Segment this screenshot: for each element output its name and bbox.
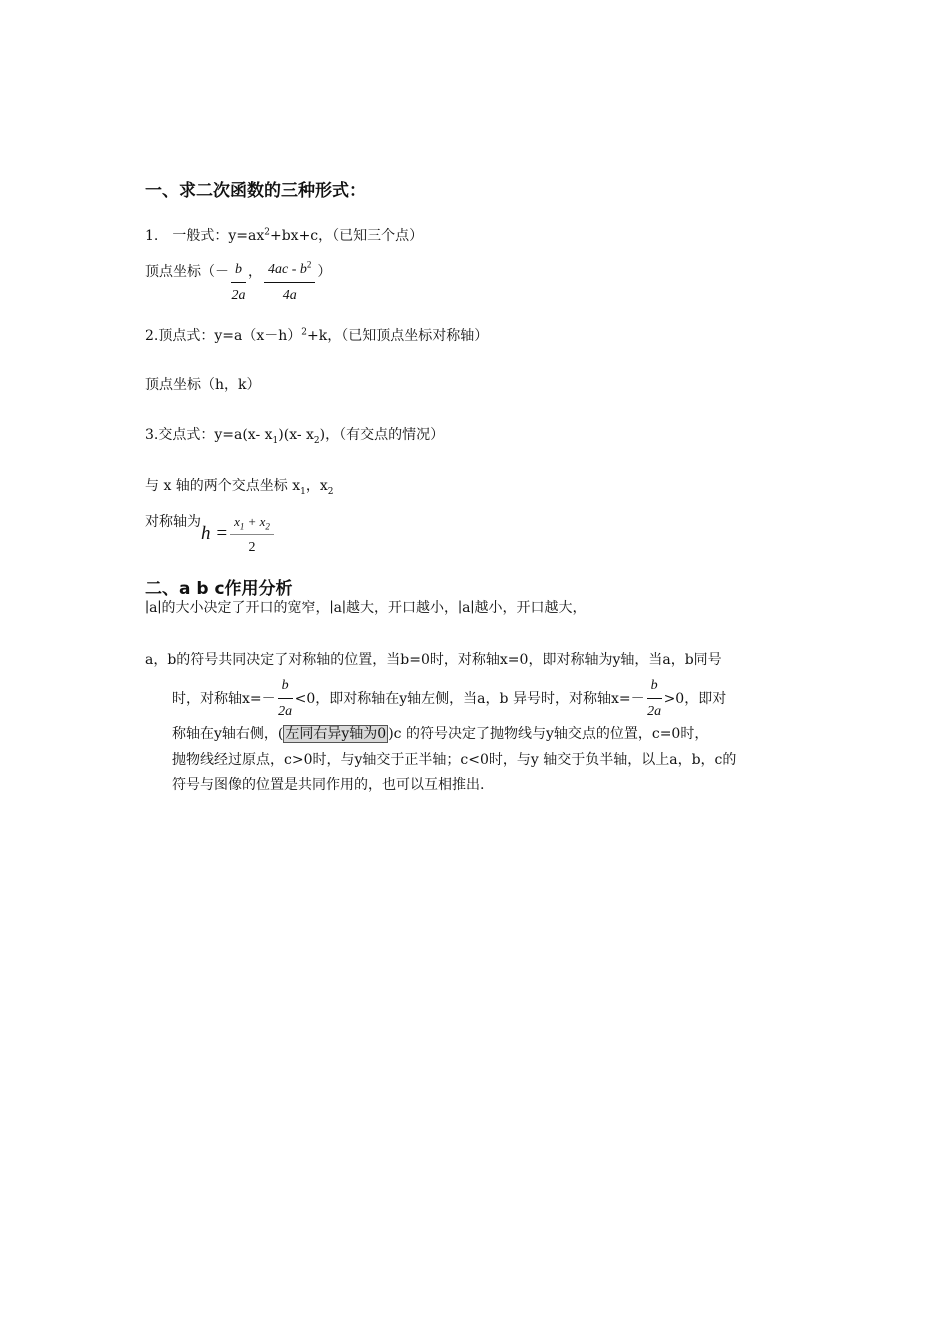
subscript-1: 1 <box>300 486 306 497</box>
vertex-form-line <box>145 326 488 346</box>
fraction-numerator <box>264 260 315 283</box>
intercept-form-text: 3.交点式：y=a(x- x <box>145 427 273 443</box>
subscript-2: 2 <box>313 435 320 446</box>
para-text: <0，即对称轴在y轴左侧，当a，b 异号时，对称轴x=－ <box>294 691 645 707</box>
axis-lhs: h = <box>201 523 229 544</box>
fraction-denominator: 4a <box>282 288 297 303</box>
para-line-2 <box>172 676 726 722</box>
fraction-b-over-2a <box>278 676 293 722</box>
fraction-numerator: b <box>278 676 293 699</box>
general-form-line <box>145 226 423 246</box>
subscript-2: 2 <box>265 521 270 532</box>
highlighted-phrase: 左同右异y轴为0 <box>285 726 387 742</box>
para-text: )c 的符号决定了抛物线与y轴交点的位置，c=0时， <box>388 726 709 742</box>
fraction-x1-plus-x2-over-2 <box>230 512 274 558</box>
intercept-form-line <box>145 425 444 445</box>
fraction-4ac-b2-over-4a <box>264 260 315 306</box>
subscript-1: 1 <box>272 435 279 446</box>
intersection-text: ，x <box>305 478 328 494</box>
fraction-denominator: 2a <box>647 704 662 719</box>
vertex-comma: ， <box>248 264 262 280</box>
para-line-4: 抛物线经过原点，c>0时，与y轴交于正半轴；c<0时，与y 轴交于负半轴，以上a，b，c的 <box>172 752 737 768</box>
intercept-form-text: )，（有交点的情况） <box>319 427 445 443</box>
para-line-3 <box>172 724 708 744</box>
vertex-form-suffix: +k，（已知顶点坐标对称轴） <box>307 328 489 344</box>
fraction-b-over-2a <box>231 260 246 306</box>
section2-heading: 二、a b c作用分析 <box>145 579 293 599</box>
vertex-label: 顶点坐标（－ <box>145 264 229 280</box>
vertex-form-sup: 2 <box>301 327 307 338</box>
para-line-1: a，b的符号共同决定了对称轴的位置，当b=0时，对称轴x=0，即对称轴为y轴，当a，b同号 <box>145 652 722 668</box>
fraction-b-over-2a <box>647 676 662 722</box>
numerator-text: 4ac - b <box>268 262 307 277</box>
para-text: 时，对称轴x=－ <box>172 691 276 707</box>
para-text: 称轴在y轴右侧，( <box>172 726 284 742</box>
vertex-coordinate-line <box>145 259 332 306</box>
intercept-form-text: )(x- x <box>278 427 314 443</box>
plus-x: + x <box>244 514 266 529</box>
para-line-5: 符号与图像的位置是共同作用的，也可以互相推出. <box>172 777 485 793</box>
vertex-close: ） <box>317 264 332 280</box>
general-form-prefix: 1. 一般式：y=ax <box>145 228 265 244</box>
fraction-numerator: b <box>647 676 662 699</box>
axis-of-symmetry-line <box>145 512 276 558</box>
general-form-suffix: +bx+c，（已知三个点） <box>269 228 424 244</box>
fraction-numerator: b <box>231 260 246 283</box>
general-form-sup: 2 <box>264 227 270 238</box>
x-var: x <box>234 514 240 529</box>
fraction-denominator: 2 <box>248 540 256 555</box>
vertex-hk-line: 顶点坐标（h，k） <box>145 377 261 393</box>
axis-label: 对称轴为 <box>145 514 201 530</box>
subscript-2: 2 <box>327 486 334 497</box>
intersection-text: 与 x 轴的两个交点坐标 x <box>145 478 301 494</box>
subscript-1: 1 <box>239 521 245 532</box>
para-text: >0，即对 <box>663 691 727 707</box>
numerator-sup: 2 <box>306 259 312 270</box>
x-axis-intersection-line <box>145 476 334 496</box>
fraction-denominator: 2a <box>231 288 246 303</box>
fraction-numerator <box>230 512 274 535</box>
abs-a-line: ∣a∣的大小决定了开口的宽窄，∣a∣越大，开口越小，∣a∣越小，开口越大， <box>145 600 587 616</box>
section1-heading: 一、求二次函数的三种形式： <box>145 181 366 201</box>
vertex-form-prefix: 2.顶点式：y=a（x－h） <box>145 328 302 344</box>
fraction-denominator: 2a <box>278 704 293 719</box>
